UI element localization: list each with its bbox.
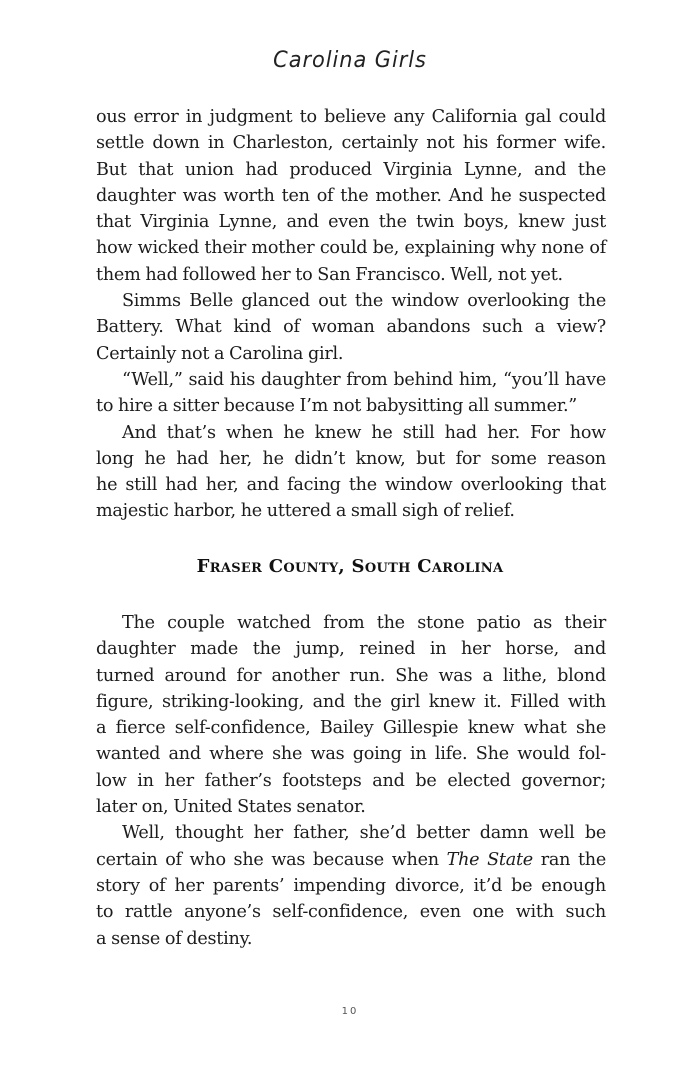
text-line: Simms Belle glanced out the window overlooking the	[122, 291, 606, 312]
text-line: later on, United States senator.	[96, 797, 366, 818]
text-line: that Virginia Lynne, and even the twin boys, knew just	[96, 212, 606, 233]
text-line: turned around for another run. She was a lithe, blond	[96, 665, 606, 686]
text-line: long he had her, he didn’t know, but for some reason	[96, 448, 606, 469]
body-text-section-two	[96, 610, 606, 952]
text-line	[96, 847, 606, 873]
text-line: daughter made the jump, reined in her horse, and	[96, 639, 606, 660]
text-line: story of her parents’ impending divorce, it’d be enough	[96, 875, 606, 896]
section-heading: Fraser County, South Carolina	[196, 556, 504, 577]
text-line: Battery. What kind of woman abandons such a view?	[96, 317, 606, 338]
text-line: he still had her, and facing the window overlooking that	[96, 475, 606, 496]
text-line: But that union had produced Virginia Lynne, and the	[96, 159, 606, 180]
text-line: how wicked their mother could be, explaining why none of	[96, 238, 606, 259]
text-line: Certainly not a Carolina girl.	[96, 343, 344, 364]
text-line: a fierce self-confidence, Bailey Gillespie knew what she	[96, 718, 606, 739]
text-fragment: ran the	[532, 849, 607, 870]
newspaper-title: The State	[446, 849, 533, 870]
text-line: figure, striking-looking, and the girl knew it. Filled with	[96, 691, 606, 712]
text-line: a sense of destiny.	[96, 928, 253, 949]
text-line: Well, thought her father, she’d better damn well be	[122, 823, 606, 844]
text-line: them had followed her to San Francisco. Well, not yet.	[96, 264, 563, 285]
text-line: ous error in judgment to believe any California gal could	[96, 107, 606, 127]
running-head: Carolina Girls	[273, 48, 427, 73]
body-text-section-one	[96, 104, 606, 525]
text-line: “Well,” said his daughter from behind him, “you’ll have	[122, 369, 606, 390]
text-fragment: certain of who she was because when	[96, 849, 447, 870]
text-line: majestic harbor, he uttered a small sigh of relief.	[96, 501, 515, 522]
text-line: wanted and where she was going in life. She would fol-	[96, 744, 606, 765]
text-line: low in her father’s footsteps and be elected governor;	[96, 770, 606, 791]
text-line: settle down in Charleston, certainly not his former wife.	[96, 133, 606, 154]
text-line: daughter was worth ten of the mother. And he suspected	[96, 185, 606, 206]
page-number: 10	[341, 1006, 359, 1017]
text-line: to rattle anyone’s self-confidence, even one with such	[96, 902, 606, 923]
text-line: And that’s when he knew he still had her. For how	[122, 422, 606, 443]
text-line: to hire a sitter because I’m not babysitting all summer.”	[96, 396, 578, 417]
text-line: The couple watched from the stone patio as their	[122, 613, 606, 633]
